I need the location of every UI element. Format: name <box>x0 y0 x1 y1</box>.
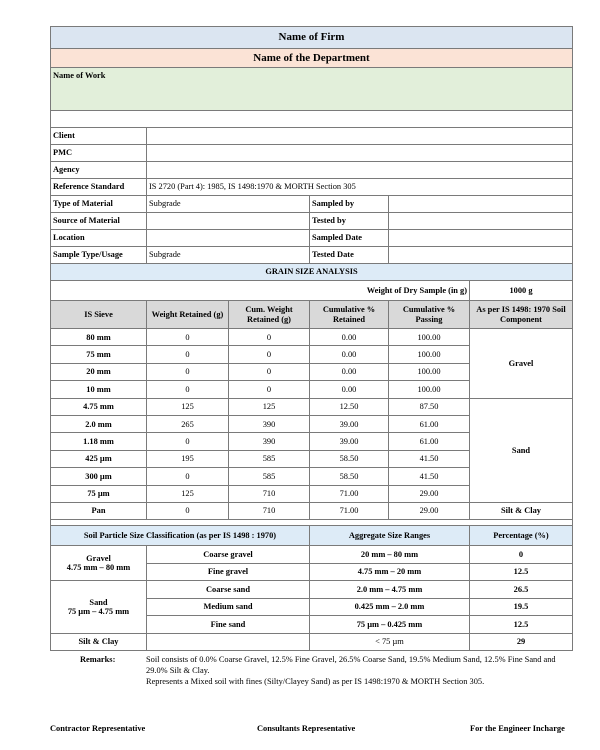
sieve-cell: 10 mm <box>51 381 147 398</box>
location-label: Location <box>51 230 147 247</box>
sieve-cell: 2.0 mm <box>51 415 147 432</box>
cum-weight-cell: 0 <box>229 381 310 398</box>
class-name: Medium sand <box>147 598 310 616</box>
class-range: 2.0 mm – 4.75 mm <box>310 581 470 599</box>
cum-retained-cell: 71.00 <box>310 485 389 502</box>
cum-weight-cell: 585 <box>229 450 310 467</box>
weight-cell: 125 <box>147 398 229 415</box>
cum-passing-cell: 100.00 <box>389 346 470 363</box>
class-range: 20 mm – 80 mm <box>310 546 470 564</box>
weight-cell: 195 <box>147 450 229 467</box>
dry-weight-label: Weight of Dry Sample (in g) <box>51 281 470 301</box>
sieve-cell: 20 mm <box>51 363 147 380</box>
cum-weight-cell: 0 <box>229 363 310 380</box>
cum-weight-cell: 390 <box>229 433 310 450</box>
remarks-label: Remarks: <box>80 655 116 664</box>
col-cum-passing: Cumulative % Passing <box>389 301 470 329</box>
cum-weight-cell: 0 <box>229 346 310 363</box>
class-name: Coarse sand <box>147 581 310 599</box>
client-value <box>147 128 573 145</box>
cum-weight-cell: 710 <box>229 502 310 519</box>
class-name: Coarse gravel <box>147 546 310 564</box>
weight-cell: 0 <box>147 363 229 380</box>
client-label: Client <box>51 128 147 145</box>
cum-weight-cell: 585 <box>229 468 310 485</box>
component-silt-clay: Silt & Clay <box>470 502 573 519</box>
agency-label: Agency <box>51 162 147 179</box>
class-col-ranges: Aggregate Size Ranges <box>310 526 470 546</box>
cum-retained-cell: 58.50 <box>310 468 389 485</box>
sampled-date-value <box>389 230 573 247</box>
cum-passing-cell: 100.00 <box>389 381 470 398</box>
sampled-by-label: Sampled by <box>310 196 389 213</box>
sieve-cell: 425 µm <box>51 450 147 467</box>
cum-retained-cell: 0.00 <box>310 329 389 346</box>
class-row <box>51 581 573 599</box>
remarks-line-1: Soil consists of 0.0% Coarse Gravel, 12.5% Fine Gravel, 26.5% Coarse Sand, 19.5% Medium Sand, 12.5% Fine Sand and 29.0% Silt & Clay. <box>146 655 556 675</box>
class-row <box>51 546 573 564</box>
sampled-by-value <box>389 196 573 213</box>
location-value <box>147 230 310 247</box>
weight-cell: 125 <box>147 485 229 502</box>
pmc-label: PMC <box>51 145 147 162</box>
engineer-signature: For the Engineer Incharge <box>470 724 565 733</box>
sieve-cell: 300 µm <box>51 468 147 485</box>
silt-clay-range: < 75 µm <box>310 633 470 651</box>
weight-cell: 0 <box>147 381 229 398</box>
gravel-group-range: 4.75 mm – 80 mm <box>66 563 131 573</box>
gravel-group <box>51 546 147 581</box>
weight-cell: 265 <box>147 415 229 432</box>
weight-cell: 0 <box>147 502 229 519</box>
class-range: 4.75 mm – 20 mm <box>310 563 470 581</box>
cum-passing-cell: 61.00 <box>389 415 470 432</box>
weight-cell: 0 <box>147 468 229 485</box>
weight-cell: 0 <box>147 329 229 346</box>
tested-date-label: Tested Date <box>310 247 389 264</box>
silt-clay-pct: 29 <box>470 633 573 651</box>
cum-retained-cell: 12.50 <box>310 398 389 415</box>
col-soil-component: As per IS 1498: 1970 Soil Component <box>470 301 573 329</box>
sampled-date-label: Sampled Date <box>310 230 389 247</box>
sieve-cell: 80 mm <box>51 329 147 346</box>
class-col-classification: Soil Particle Size Classification (as per IS 1498 : 1970) <box>51 526 310 546</box>
cum-retained-cell: 71.00 <box>310 502 389 519</box>
pmc-value <box>147 145 573 162</box>
cum-passing-cell: 41.50 <box>389 450 470 467</box>
col-weight-retained: Weight Retained (g) <box>147 301 229 329</box>
cum-retained-cell: 0.00 <box>310 346 389 363</box>
source-value <box>147 213 310 230</box>
agency-value <box>147 162 573 179</box>
firm-name: Name of Firm <box>51 27 573 49</box>
sieve-cell: 75 µm <box>51 485 147 502</box>
sand-group-range: 75 µm – 4.75 mm <box>67 607 130 617</box>
weight-cell: 0 <box>147 346 229 363</box>
table-row <box>51 329 573 346</box>
sieve-cell: 4.75 mm <box>51 398 147 415</box>
source-label: Source of Material <box>51 213 147 230</box>
tested-by-label: Tested by <box>310 213 389 230</box>
gravel-group-title: Gravel <box>86 554 111 564</box>
cum-passing-cell: 29.00 <box>389 502 470 519</box>
tested-by-value <box>389 213 573 230</box>
cum-weight-cell: 0 <box>229 329 310 346</box>
silt-clay-blank <box>147 633 310 651</box>
class-pct: 19.5 <box>470 598 573 616</box>
material-type-label: Type of Material <box>51 196 147 213</box>
class-col-percentage: Percentage (%) <box>470 526 573 546</box>
spacer-row <box>51 111 573 128</box>
component-sand: Sand <box>470 398 573 502</box>
component-gravel: Gravel <box>470 329 573 399</box>
class-row <box>51 633 573 651</box>
cum-passing-cell: 87.50 <box>389 398 470 415</box>
contractor-signature: Contractor Representative <box>50 724 146 733</box>
cum-passing-cell: 61.00 <box>389 433 470 450</box>
sample-type-value: Subgrade <box>147 247 310 264</box>
cum-retained-cell: 39.00 <box>310 415 389 432</box>
weight-cell: 0 <box>147 433 229 450</box>
silt-clay-label: Silt & Clay <box>51 633 147 651</box>
cum-weight-cell: 710 <box>229 485 310 502</box>
cum-retained-cell: 58.50 <box>310 450 389 467</box>
cum-passing-cell: 41.50 <box>389 468 470 485</box>
cum-passing-cell: 100.00 <box>389 363 470 380</box>
class-pct: 12.5 <box>470 563 573 581</box>
table-row <box>51 502 573 519</box>
sieve-cell: 75 mm <box>51 346 147 363</box>
cum-weight-cell: 390 <box>229 415 310 432</box>
class-pct: 26.5 <box>470 581 573 599</box>
table-row <box>51 398 573 415</box>
material-type-value: Subgrade <box>147 196 310 213</box>
class-range: 0.425 mm – 2.0 mm <box>310 598 470 616</box>
cum-retained-cell: 0.00 <box>310 381 389 398</box>
remarks-text <box>146 655 576 688</box>
class-pct: 12.5 <box>470 616 573 634</box>
cum-passing-cell: 100.00 <box>389 329 470 346</box>
report-table <box>50 26 573 651</box>
class-name: Fine gravel <box>147 563 310 581</box>
department-name: Name of the Department <box>51 49 573 68</box>
cum-weight-cell: 125 <box>229 398 310 415</box>
reference-value: IS 2720 (Part 4): 1985, IS 1498:1970 & MORTH Section 305 <box>147 179 573 196</box>
cum-passing-cell: 29.00 <box>389 485 470 502</box>
class-range: 75 µm – 0.425 mm <box>310 616 470 634</box>
class-name: Fine sand <box>147 616 310 634</box>
col-is-sieve: IS Sieve <box>51 301 147 329</box>
sieve-cell: 1.18 mm <box>51 433 147 450</box>
sieve-cell: Pan <box>51 502 147 519</box>
tested-date-value <box>389 247 573 264</box>
sand-group <box>51 581 147 634</box>
reference-label: Reference Standard <box>51 179 147 196</box>
sand-group-title: Sand <box>89 597 108 607</box>
sample-type-label: Sample Type/Usage <box>51 247 147 264</box>
consultant-signature: Consultants Representative <box>257 724 356 733</box>
remarks-line-2: Represents a Mixed soil with fines (Silty/Clayey Sand) as per IS 1498:1970 & MORTH Section 305. <box>146 676 485 686</box>
class-pct: 0 <box>470 546 573 564</box>
cum-retained-cell: 0.00 <box>310 363 389 380</box>
col-cum-retained: Cumulative % Retained <box>310 301 389 329</box>
name-of-work: Name of Work <box>51 68 573 111</box>
cum-retained-cell: 39.00 <box>310 433 389 450</box>
gsa-title: GRAIN SIZE ANALYSIS <box>51 264 573 281</box>
dry-weight-value: 1000 g <box>470 281 573 301</box>
col-cum-weight: Cum. Weight Retained (g) <box>229 301 310 329</box>
